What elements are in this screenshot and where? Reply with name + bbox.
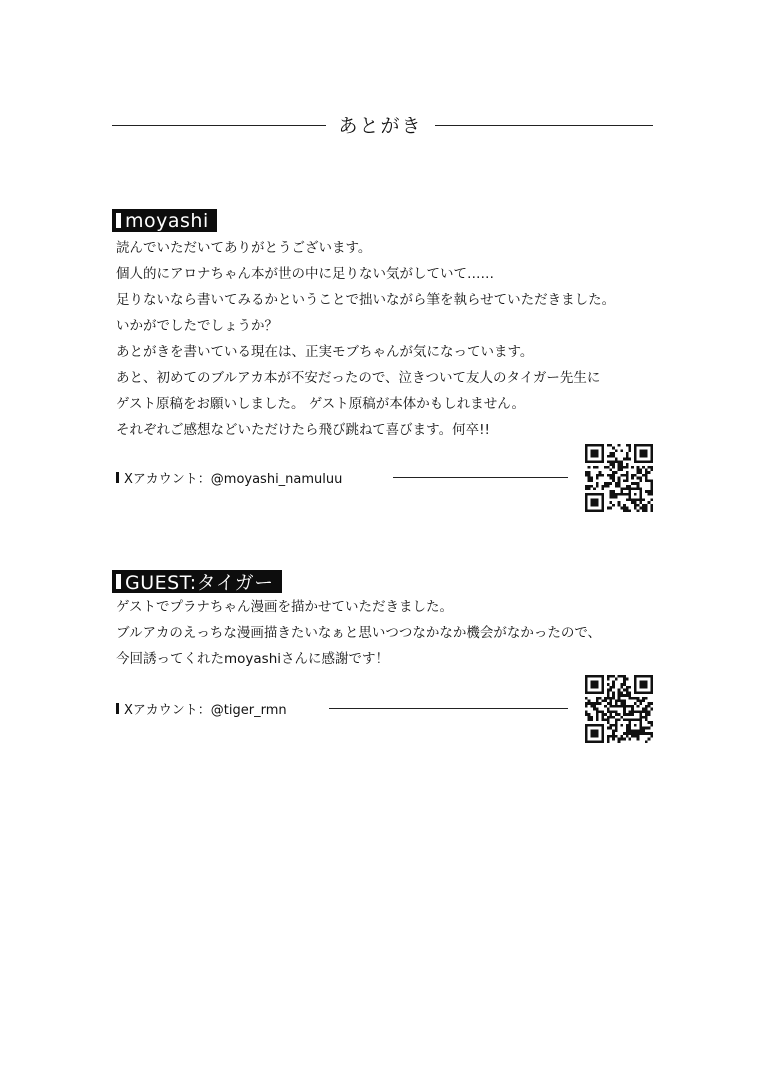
account-row-guest: [116, 698, 287, 718]
page-title-row: [112, 112, 653, 140]
body-line: あとがきを書いている現在は、正実モブちゃんが気になっています。: [116, 344, 534, 360]
section-heading-guest: [112, 570, 282, 593]
title-divider-left: [112, 125, 326, 126]
heading-bar-marker: [116, 213, 121, 228]
title-divider-right: [435, 125, 653, 126]
section-heading-text: GUEST:タイガー: [125, 572, 274, 594]
body-line: 足りないなら書いてみるかということで拙いながら筆を執らせていただきました。: [116, 292, 616, 308]
body-line: いかがでしたでしょうか？: [116, 318, 278, 334]
body-line: 読んでいただいてありがとうございます。: [116, 240, 372, 256]
body-line: 個人的にアロナちゃん本が世の中に足りない気がしていて……: [116, 266, 494, 282]
qr-code-icon: [585, 675, 653, 743]
account-divider: [393, 477, 568, 478]
body-line: それぞれご感想などいただけたら飛び跳ねて喜びます。何卒!!: [116, 422, 490, 438]
heading-bar-marker: [116, 574, 121, 589]
qr-code-icon: [585, 444, 653, 512]
account-row-moyashi: [116, 467, 342, 487]
body-line: ゲストでプラナちゃん漫画を描かせていただきました。: [116, 599, 453, 615]
section-body-guest: [116, 594, 676, 672]
account-text: Xアカウント：@moyashi_namuluu: [124, 471, 343, 487]
page-title: あとがき: [338, 115, 423, 137]
body-line: ゲスト原稿をお願いしました。 ゲスト原稿が本体かもしれません。: [116, 396, 526, 412]
body-line: あと、初めてのブルアカ本が不安だったので、泣きついて友人のタイガー先生に: [116, 370, 601, 386]
body-line: 今回誘ってくれたmoyashiさんに感謝です！: [116, 651, 390, 667]
account-bar-marker: [116, 472, 119, 483]
section-heading-text: moyashi: [125, 209, 209, 232]
body-line: ブルアカのえっちな漫画描きたいなぁと思いつつなかなか機会がなかったので、: [116, 625, 602, 641]
account-text: Xアカウント：@tiger_rmn: [124, 702, 287, 718]
section-heading-moyashi: [112, 209, 217, 232]
section-body-moyashi: [116, 235, 676, 443]
account-divider: [329, 708, 568, 709]
account-bar-marker: [116, 703, 119, 714]
